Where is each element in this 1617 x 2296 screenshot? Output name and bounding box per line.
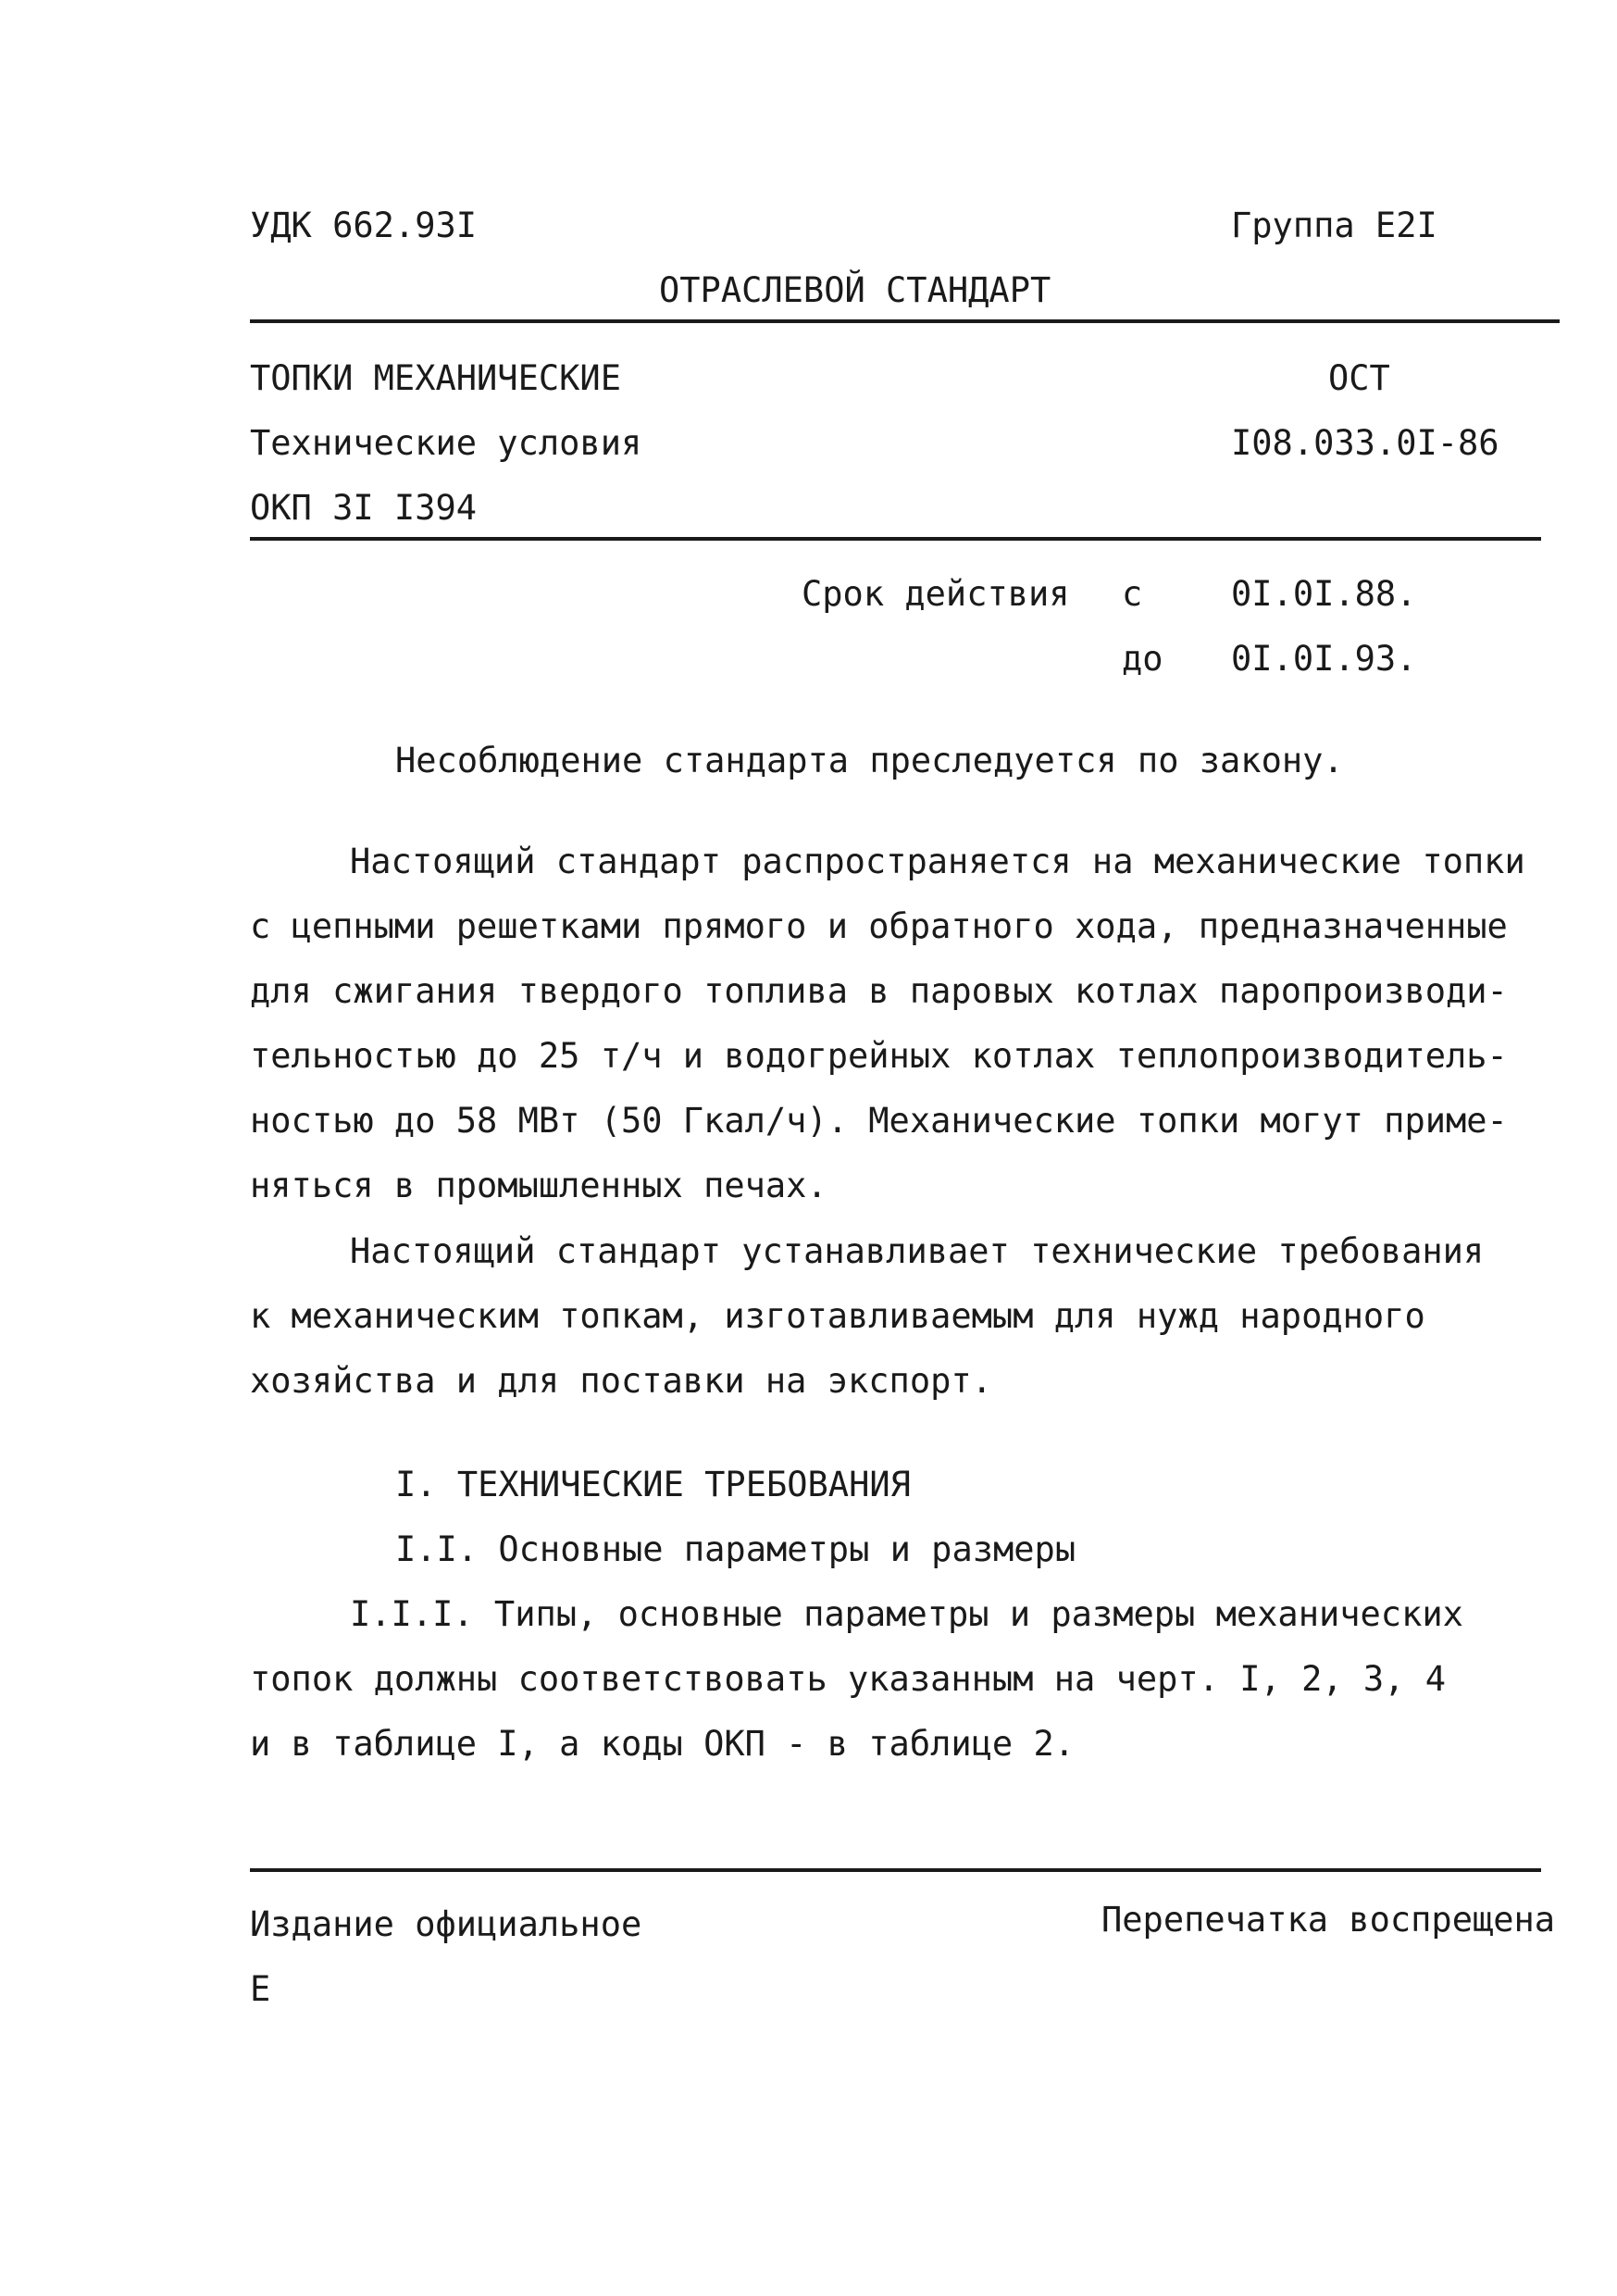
group-code: Группа Е2I [1231,206,1437,245]
paragraph-1-line: с цепными решетками прямого и обратного хода, предназначенные [250,906,1508,946]
okp-code: ОКП 3I I394 [250,488,478,528]
udk-code: УДК 662.93I [250,206,478,245]
paragraph-2-line: к механическим топкам, изготавливаемым для нужд народного [250,1296,1425,1336]
paragraph-1-line: ностью до 58 МВт (50 Гкал/ч). Механические топки могут приме- [250,1101,1508,1141]
validity-label: Срок действия [802,574,1070,614]
edition-note: Издание официальное [250,1904,642,1944]
footer-letter: Е [250,1969,271,2009]
clause-line: топок должны соответствовать указанным на черт. I, 2, 3, 4 [250,1659,1447,1699]
validity-to-date: 0I.0I.93. [1231,639,1417,679]
paragraph-1-line: Настоящий стандарт распространяется на механические топки [350,842,1525,881]
validity-from-date: 0I.0I.88. [1231,574,1417,614]
document-title: ТОПКИ МЕХАНИЧЕСКИЕ [250,358,621,398]
header-rule-top [250,319,1560,323]
paragraph-2-line: хозяйства и для поставки на экспорт. [250,1361,992,1401]
paragraph-2-line: Настоящий стандарт устанавливает технические требования [350,1231,1485,1271]
standard-type: ОТРАСЛЕВОЙ СТАНДАРТ [659,270,1051,310]
clause-line: и в таблице I, а коды ОКП - в таблице 2. [250,1724,1076,1764]
footer-rule [250,1868,1541,1872]
legal-notice: Несоблюдение стандарта преследуется по закону. [395,741,1344,780]
subsection-heading: I.I. Основные параметры и размеры [395,1529,1076,1569]
ost-label: ОСТ [1328,358,1390,398]
clause-line: I.I.I. Типы, основные параметры и размеры механических [350,1594,1463,1634]
paragraph-1-line: для сжигания твердого топлива в паровых котлах паропроизводи- [250,971,1508,1011]
reprint-note: Перепечатка воспрещена [1101,1900,1556,1940]
validity-from-label: с [1122,574,1143,614]
paragraph-1-line: тельностью до 25 т/ч и водогрейных котлах теплопроизводитель- [250,1036,1508,1076]
paragraph-1-line: няться в промышленных печах. [250,1166,827,1205]
section-heading: I. ТЕХНИЧЕСКИЕ ТРЕБОВАНИЯ [395,1465,911,1504]
ost-number: I08.033.0I-86 [1231,423,1499,463]
validity-to-label: до [1122,639,1163,679]
header-rule-bottom [250,537,1541,541]
document-subtitle: Технические условия [250,423,642,463]
